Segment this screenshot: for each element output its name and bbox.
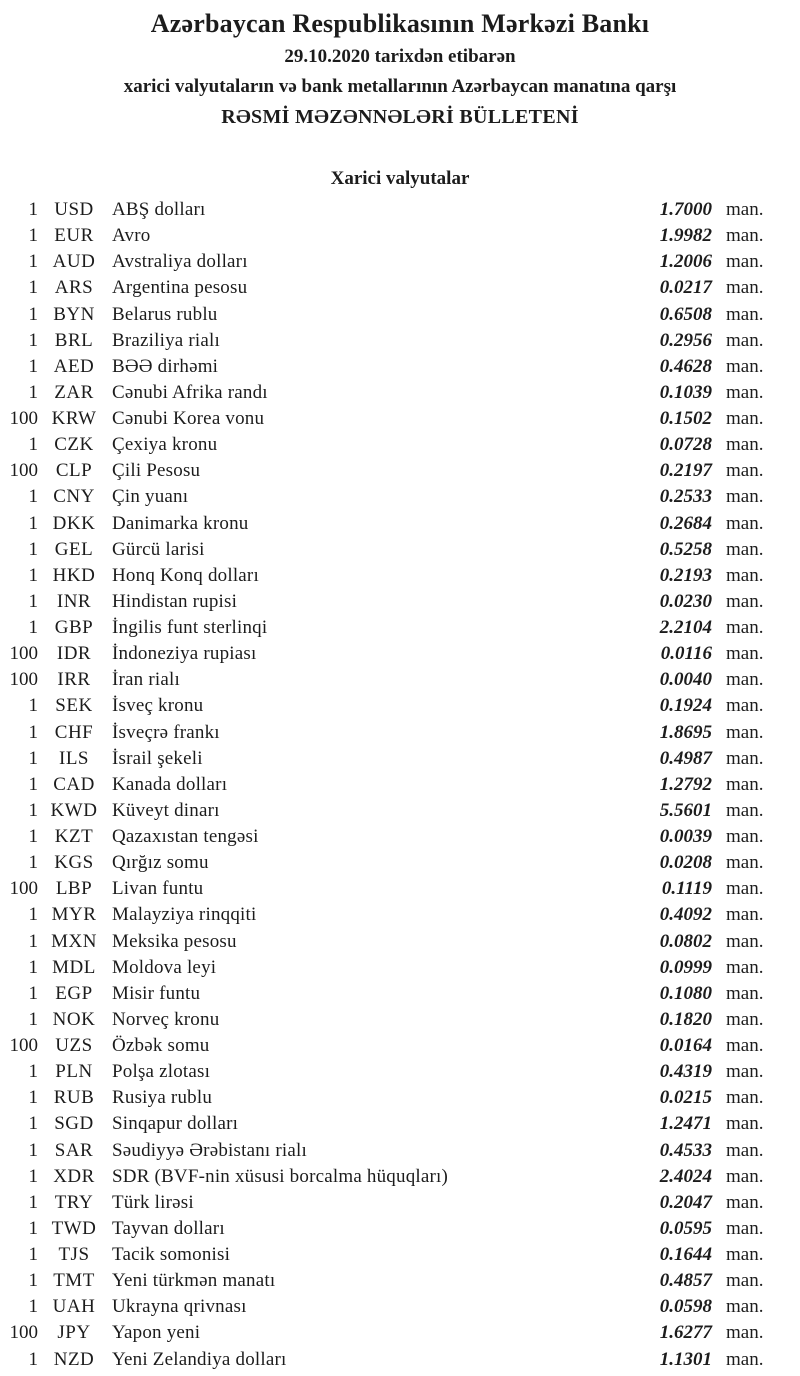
rate-quantity: 1 xyxy=(28,512,38,534)
rate-unit-label: man. xyxy=(726,460,764,482)
rate-quantity: 1 xyxy=(28,1348,38,1370)
currency-code: CHF xyxy=(54,721,94,743)
rate-quantity: 1 xyxy=(28,747,38,769)
currency-name: Malayziya rinqqiti xyxy=(112,904,257,926)
rate-value: 0.0039 xyxy=(659,826,712,848)
rate-row xyxy=(0,955,800,981)
rate-value: 0.2533 xyxy=(659,486,712,508)
rate-quantity: 100 xyxy=(9,1322,38,1344)
rate-value: 0.1502 xyxy=(659,408,712,430)
currency-name: Norveç kronu xyxy=(112,1008,220,1030)
rate-unit-label: man. xyxy=(726,1087,764,1109)
currency-name: ABŞ dolları xyxy=(112,199,206,221)
currency-code: SAR xyxy=(54,1139,94,1161)
rate-row xyxy=(0,1007,800,1033)
currency-name: İsrail şekeli xyxy=(112,747,203,769)
currency-code: CNY xyxy=(53,486,95,508)
currency-name: Özbək somu xyxy=(112,1035,210,1057)
rate-value: 0.1820 xyxy=(659,1008,712,1030)
rate-quantity: 1 xyxy=(28,1244,38,1266)
rate-quantity: 100 xyxy=(9,669,38,691)
currency-name: Sinqapur dolları xyxy=(112,1113,239,1135)
rate-value: 1.1301 xyxy=(659,1348,712,1370)
currency-name: Honq Konq dolları xyxy=(112,564,259,586)
rate-quantity: 1 xyxy=(28,904,38,926)
bank-title: Azərbaycan Respublikasının Mərkəzi Bankı xyxy=(150,9,650,38)
rate-unit-label: man. xyxy=(726,512,764,534)
currency-name: İran rialı xyxy=(112,669,180,691)
currency-code: KGS xyxy=(54,852,94,874)
rate-row xyxy=(0,1294,800,1320)
rate-value: 0.0802 xyxy=(659,930,712,952)
bulletin-title: RƏSMİ MƏZƏNNƏLƏRİ BÜLLETENİ xyxy=(221,106,579,128)
currency-name: Gürcü larisi xyxy=(112,538,205,560)
rate-unit-label: man. xyxy=(726,617,764,639)
currency-code: EUR xyxy=(54,225,94,247)
rate-row xyxy=(0,484,800,510)
rate-value: 0.5258 xyxy=(659,538,712,560)
currency-code: KWD xyxy=(50,799,98,821)
currency-code: TJS xyxy=(58,1244,90,1266)
rate-quantity: 1 xyxy=(28,486,38,508)
currency-code: EGP xyxy=(55,982,93,1004)
rate-row xyxy=(0,1347,800,1373)
rate-row xyxy=(0,1320,800,1346)
currency-name: Avstraliya dolları xyxy=(112,251,248,273)
currency-name: BƏƏ dirhəmi xyxy=(112,355,219,377)
currency-name: İsveç kronu xyxy=(112,695,204,717)
currency-name: Tacik somonisi xyxy=(112,1244,231,1266)
rate-quantity: 1 xyxy=(28,277,38,299)
rate-row xyxy=(0,197,800,223)
rate-row xyxy=(0,1138,800,1164)
rate-row xyxy=(0,929,800,955)
currency-name: Qırğız somu xyxy=(112,852,209,874)
rate-quantity: 100 xyxy=(9,460,38,482)
currency-name: Yeni Zelandiya dolları xyxy=(112,1348,287,1370)
rate-row xyxy=(0,746,800,772)
rate-value: 0.2047 xyxy=(659,1191,712,1213)
rate-value: 0.2956 xyxy=(659,329,712,351)
rate-quantity: 1 xyxy=(28,982,38,1004)
currency-name: İndoneziya rupiası xyxy=(112,643,257,665)
currency-code: GBP xyxy=(54,617,94,639)
rate-row xyxy=(0,772,800,798)
rate-row xyxy=(0,1111,800,1137)
currency-name: İsveçrə frankı xyxy=(112,721,220,743)
rate-unit-label: man. xyxy=(726,538,764,560)
rate-quantity: 1 xyxy=(28,355,38,377)
rate-value: 0.0728 xyxy=(659,434,712,456)
currency-name: Belarus rublu xyxy=(112,303,218,325)
rate-row xyxy=(0,537,800,563)
currency-code: USD xyxy=(54,199,94,221)
rate-row xyxy=(0,328,800,354)
rate-value: 1.6277 xyxy=(659,1322,712,1344)
rate-row xyxy=(0,615,800,641)
rate-unit-label: man. xyxy=(726,381,764,403)
rate-value: 0.2197 xyxy=(659,460,712,482)
rate-row xyxy=(0,693,800,719)
rate-unit-label: man. xyxy=(726,799,764,821)
currency-name: Çexiya kronu xyxy=(112,434,218,456)
rate-value: 0.0217 xyxy=(659,277,712,299)
currency-code: KZT xyxy=(54,826,94,848)
bulletin-subtitle: xarici valyutaların və bank metallarının Azərbaycan manatına qarşı xyxy=(123,76,677,97)
currency-code: TMT xyxy=(53,1270,95,1292)
rate-row xyxy=(0,380,800,406)
rate-quantity: 1 xyxy=(28,773,38,795)
rate-value: 0.1119 xyxy=(661,878,712,900)
currency-code: DKK xyxy=(52,512,96,534)
rate-quantity: 1 xyxy=(28,956,38,978)
currency-code: AUD xyxy=(52,251,96,273)
currency-name: Türk lirəsi xyxy=(112,1191,194,1213)
currency-code: INR xyxy=(56,590,92,612)
rate-value: 5.5601 xyxy=(659,799,712,821)
rate-quantity: 1 xyxy=(28,1191,38,1213)
rate-row xyxy=(0,302,800,328)
rate-unit-label: man. xyxy=(726,1035,764,1057)
currency-code: CAD xyxy=(53,773,95,795)
rate-unit-label: man. xyxy=(726,826,764,848)
rate-row xyxy=(0,1164,800,1190)
rate-value: 0.0164 xyxy=(659,1035,712,1057)
currency-name: Tayvan dolları xyxy=(112,1217,225,1239)
rate-row xyxy=(0,667,800,693)
currency-name: Cənubi Korea vonu xyxy=(112,408,265,430)
rate-row xyxy=(0,876,800,902)
effective-date-line: 29.10.2020 tarixdən etibarən xyxy=(284,46,516,67)
currency-code: TRY xyxy=(54,1191,94,1213)
rate-value: 1.9982 xyxy=(659,225,712,247)
rate-row xyxy=(0,589,800,615)
rate-unit-label: man. xyxy=(726,434,764,456)
rate-unit-label: man. xyxy=(726,225,764,247)
rate-value: 0.2684 xyxy=(659,512,712,534)
rate-value: 0.0999 xyxy=(659,956,712,978)
rate-unit-label: man. xyxy=(726,852,764,874)
rate-value: 1.2006 xyxy=(659,251,712,273)
rate-value: 0.0598 xyxy=(659,1296,712,1318)
rate-value: 0.0230 xyxy=(659,590,712,612)
currency-name: Braziliya rialı xyxy=(112,329,220,351)
rate-quantity: 1 xyxy=(28,852,38,874)
rate-quantity: 100 xyxy=(9,878,38,900)
rate-value: 0.1039 xyxy=(659,381,712,403)
rate-unit-label: man. xyxy=(726,329,764,351)
currency-code: IDR xyxy=(56,643,92,665)
currency-code: ARS xyxy=(54,277,94,299)
currency-code: IRR xyxy=(57,669,91,691)
currency-code: SGD xyxy=(54,1113,94,1135)
rate-value: 2.2104 xyxy=(659,617,712,639)
rate-value: 0.1644 xyxy=(659,1244,712,1266)
currency-name: Yeni türkmən manatı xyxy=(112,1270,276,1292)
currency-code: GEL xyxy=(54,538,94,560)
rate-row xyxy=(0,1242,800,1268)
rate-unit-label: man. xyxy=(726,408,764,430)
rate-unit-label: man. xyxy=(726,1165,764,1187)
currency-code: MDL xyxy=(52,956,96,978)
rate-value: 1.7000 xyxy=(659,199,712,221)
currency-name: Səudiyyə Ərəbistanı rialı xyxy=(112,1139,307,1161)
rate-value: 1.8695 xyxy=(659,721,712,743)
rate-quantity: 1 xyxy=(28,303,38,325)
rate-value: 0.4628 xyxy=(659,355,712,377)
rate-unit-label: man. xyxy=(726,1296,764,1318)
rates-table xyxy=(0,197,800,1373)
bulletin-header xyxy=(0,6,800,132)
rate-value: 0.0040 xyxy=(659,669,712,691)
currency-code: CLP xyxy=(55,460,93,482)
rate-quantity: 1 xyxy=(28,564,38,586)
rate-unit-label: man. xyxy=(726,1322,764,1344)
rate-unit-label: man. xyxy=(726,1244,764,1266)
rate-row xyxy=(0,720,800,746)
rate-quantity: 1 xyxy=(28,1139,38,1161)
rate-row xyxy=(0,981,800,1007)
rate-quantity: 1 xyxy=(28,1165,38,1187)
rate-unit-label: man. xyxy=(726,1191,764,1213)
currency-name: Qazaxıstan tengəsi xyxy=(112,826,259,848)
rate-quantity: 100 xyxy=(9,1035,38,1057)
rate-row xyxy=(0,354,800,380)
currency-name: Hindistan rupisi xyxy=(112,590,238,612)
rate-quantity: 1 xyxy=(28,538,38,560)
rate-unit-label: man. xyxy=(726,643,764,665)
rate-unit-label: man. xyxy=(726,564,764,586)
rate-row xyxy=(0,458,800,484)
rate-row xyxy=(0,511,800,537)
rate-quantity: 1 xyxy=(28,826,38,848)
rate-row xyxy=(0,223,800,249)
rate-row xyxy=(0,1190,800,1216)
rate-quantity: 1 xyxy=(28,329,38,351)
currency-name: Kanada dolları xyxy=(112,773,228,795)
currency-name: Yapon yeni xyxy=(112,1322,201,1344)
rate-value: 1.2471 xyxy=(659,1113,712,1135)
rate-unit-label: man. xyxy=(726,355,764,377)
rate-value: 0.0208 xyxy=(659,852,712,874)
rate-quantity: 100 xyxy=(9,408,38,430)
rate-unit-label: man. xyxy=(726,199,764,221)
rate-row xyxy=(0,432,800,458)
rate-unit-label: man. xyxy=(726,773,764,795)
currency-name: Polşa zlotası xyxy=(112,1061,211,1083)
rate-row xyxy=(0,798,800,824)
rate-quantity: 1 xyxy=(28,1270,38,1292)
rate-quantity: 1 xyxy=(28,617,38,639)
currency-name: Avro xyxy=(112,225,151,247)
currency-name: Rusiya rublu xyxy=(112,1087,213,1109)
rate-quantity: 1 xyxy=(28,199,38,221)
currency-code: SEK xyxy=(55,695,93,717)
currency-name: Misir funtu xyxy=(112,982,201,1004)
rate-unit-label: man. xyxy=(726,303,764,325)
currency-name: Çin yuanı xyxy=(112,486,189,508)
rate-unit-label: man. xyxy=(726,590,764,612)
rate-row xyxy=(0,641,800,667)
rate-quantity: 1 xyxy=(28,799,38,821)
currency-code: CZK xyxy=(54,434,94,456)
rate-quantity: 1 xyxy=(28,1296,38,1318)
rate-unit-label: man. xyxy=(726,982,764,1004)
rate-unit-label: man. xyxy=(726,695,764,717)
currency-code: XDR xyxy=(53,1165,95,1187)
rate-quantity: 1 xyxy=(28,381,38,403)
rate-row xyxy=(0,563,800,589)
currency-code: NZD xyxy=(53,1348,95,1370)
rate-value: 0.4533 xyxy=(659,1139,712,1161)
rate-unit-label: man. xyxy=(726,956,764,978)
rate-quantity: 1 xyxy=(28,1061,38,1083)
rate-quantity: 1 xyxy=(28,1087,38,1109)
rate-quantity: 1 xyxy=(28,590,38,612)
rate-value: 0.0116 xyxy=(660,643,712,665)
rate-value: 0.0595 xyxy=(659,1217,712,1239)
currency-code: AED xyxy=(53,355,95,377)
currency-code: BRL xyxy=(54,329,94,351)
currency-code: LBP xyxy=(55,878,93,900)
currency-name: Ukrayna qrivnası xyxy=(112,1296,247,1318)
currency-name: Argentina pesosu xyxy=(112,277,248,299)
rate-unit-label: man. xyxy=(726,747,764,769)
rate-value: 0.4319 xyxy=(659,1061,712,1083)
rate-unit-label: man. xyxy=(726,1008,764,1030)
currency-code: PLN xyxy=(55,1061,93,1083)
rate-value: 0.1924 xyxy=(659,695,712,717)
rate-row xyxy=(0,275,800,301)
rate-quantity: 1 xyxy=(28,721,38,743)
currency-code: TWD xyxy=(51,1217,97,1239)
currency-code: BYN xyxy=(53,303,95,325)
rate-row xyxy=(0,850,800,876)
rate-quantity: 1 xyxy=(28,1008,38,1030)
currency-name: İngilis funt sterlinqi xyxy=(112,617,268,639)
rate-unit-label: man. xyxy=(726,1217,764,1239)
currency-code: UAH xyxy=(52,1296,96,1318)
currency-code: UZS xyxy=(55,1035,93,1057)
rate-row xyxy=(0,902,800,928)
rate-quantity: 1 xyxy=(28,434,38,456)
rate-quantity: 1 xyxy=(28,1217,38,1239)
currency-code: KRW xyxy=(51,408,97,430)
currency-name: SDR (BVF-nin xüsusi borcalma hüquqları) xyxy=(112,1165,449,1187)
rate-unit-label: man. xyxy=(726,251,764,273)
currency-code: HKD xyxy=(52,564,96,586)
currency-name: Çili Pesosu xyxy=(112,460,201,482)
currency-code: MXN xyxy=(51,930,97,952)
rate-unit-label: man. xyxy=(726,1113,764,1135)
rate-quantity: 1 xyxy=(28,251,38,273)
rate-unit-label: man. xyxy=(726,1061,764,1083)
rate-value: 2.4024 xyxy=(659,1165,712,1187)
rate-row xyxy=(0,1216,800,1242)
currency-name: Cənubi Afrika randı xyxy=(112,381,268,403)
rate-unit-label: man. xyxy=(726,721,764,743)
rate-row xyxy=(0,1033,800,1059)
rate-row xyxy=(0,824,800,850)
currency-code: ILS xyxy=(59,747,89,769)
currency-name: Meksika pesosu xyxy=(112,930,237,952)
rate-quantity: 1 xyxy=(28,1113,38,1135)
currency-name: Küveyt dinarı xyxy=(112,799,220,821)
rate-value: 1.2792 xyxy=(659,773,712,795)
currency-name: Livan funtu xyxy=(112,878,204,900)
rate-row xyxy=(0,406,800,432)
rate-unit-label: man. xyxy=(726,878,764,900)
rate-unit-label: man. xyxy=(726,1270,764,1292)
rate-quantity: 1 xyxy=(28,930,38,952)
rate-quantity: 100 xyxy=(9,643,38,665)
rate-value: 0.6508 xyxy=(659,303,712,325)
currency-code: JPY xyxy=(57,1322,91,1344)
rate-quantity: 1 xyxy=(28,225,38,247)
rate-unit-label: man. xyxy=(726,1348,764,1370)
rate-quantity: 1 xyxy=(28,695,38,717)
currency-name: Moldova leyi xyxy=(112,956,217,978)
rate-value: 0.1080 xyxy=(659,982,712,1004)
rate-unit-label: man. xyxy=(726,486,764,508)
rate-value: 0.4092 xyxy=(659,904,712,926)
currency-name: Danimarka kronu xyxy=(112,512,249,534)
rate-unit-label: man. xyxy=(726,277,764,299)
rate-unit-label: man. xyxy=(726,904,764,926)
currency-code: RUB xyxy=(53,1087,95,1109)
currency-code: MYR xyxy=(51,904,97,926)
rate-row xyxy=(0,1085,800,1111)
rate-row xyxy=(0,1059,800,1085)
rate-unit-label: man. xyxy=(726,930,764,952)
rate-value: 0.4857 xyxy=(659,1270,712,1292)
rate-value: 0.4987 xyxy=(659,747,712,769)
rate-unit-label: man. xyxy=(726,669,764,691)
rate-unit-label: man. xyxy=(726,1139,764,1161)
rate-row xyxy=(0,249,800,275)
currency-code: ZAR xyxy=(54,381,94,403)
rate-value: 0.0215 xyxy=(659,1087,712,1109)
currency-code: NOK xyxy=(52,1008,96,1030)
rate-value: 0.2193 xyxy=(659,564,712,586)
rate-row xyxy=(0,1268,800,1294)
section-title-foreign-currencies: Xarici valyutalar xyxy=(330,168,470,189)
